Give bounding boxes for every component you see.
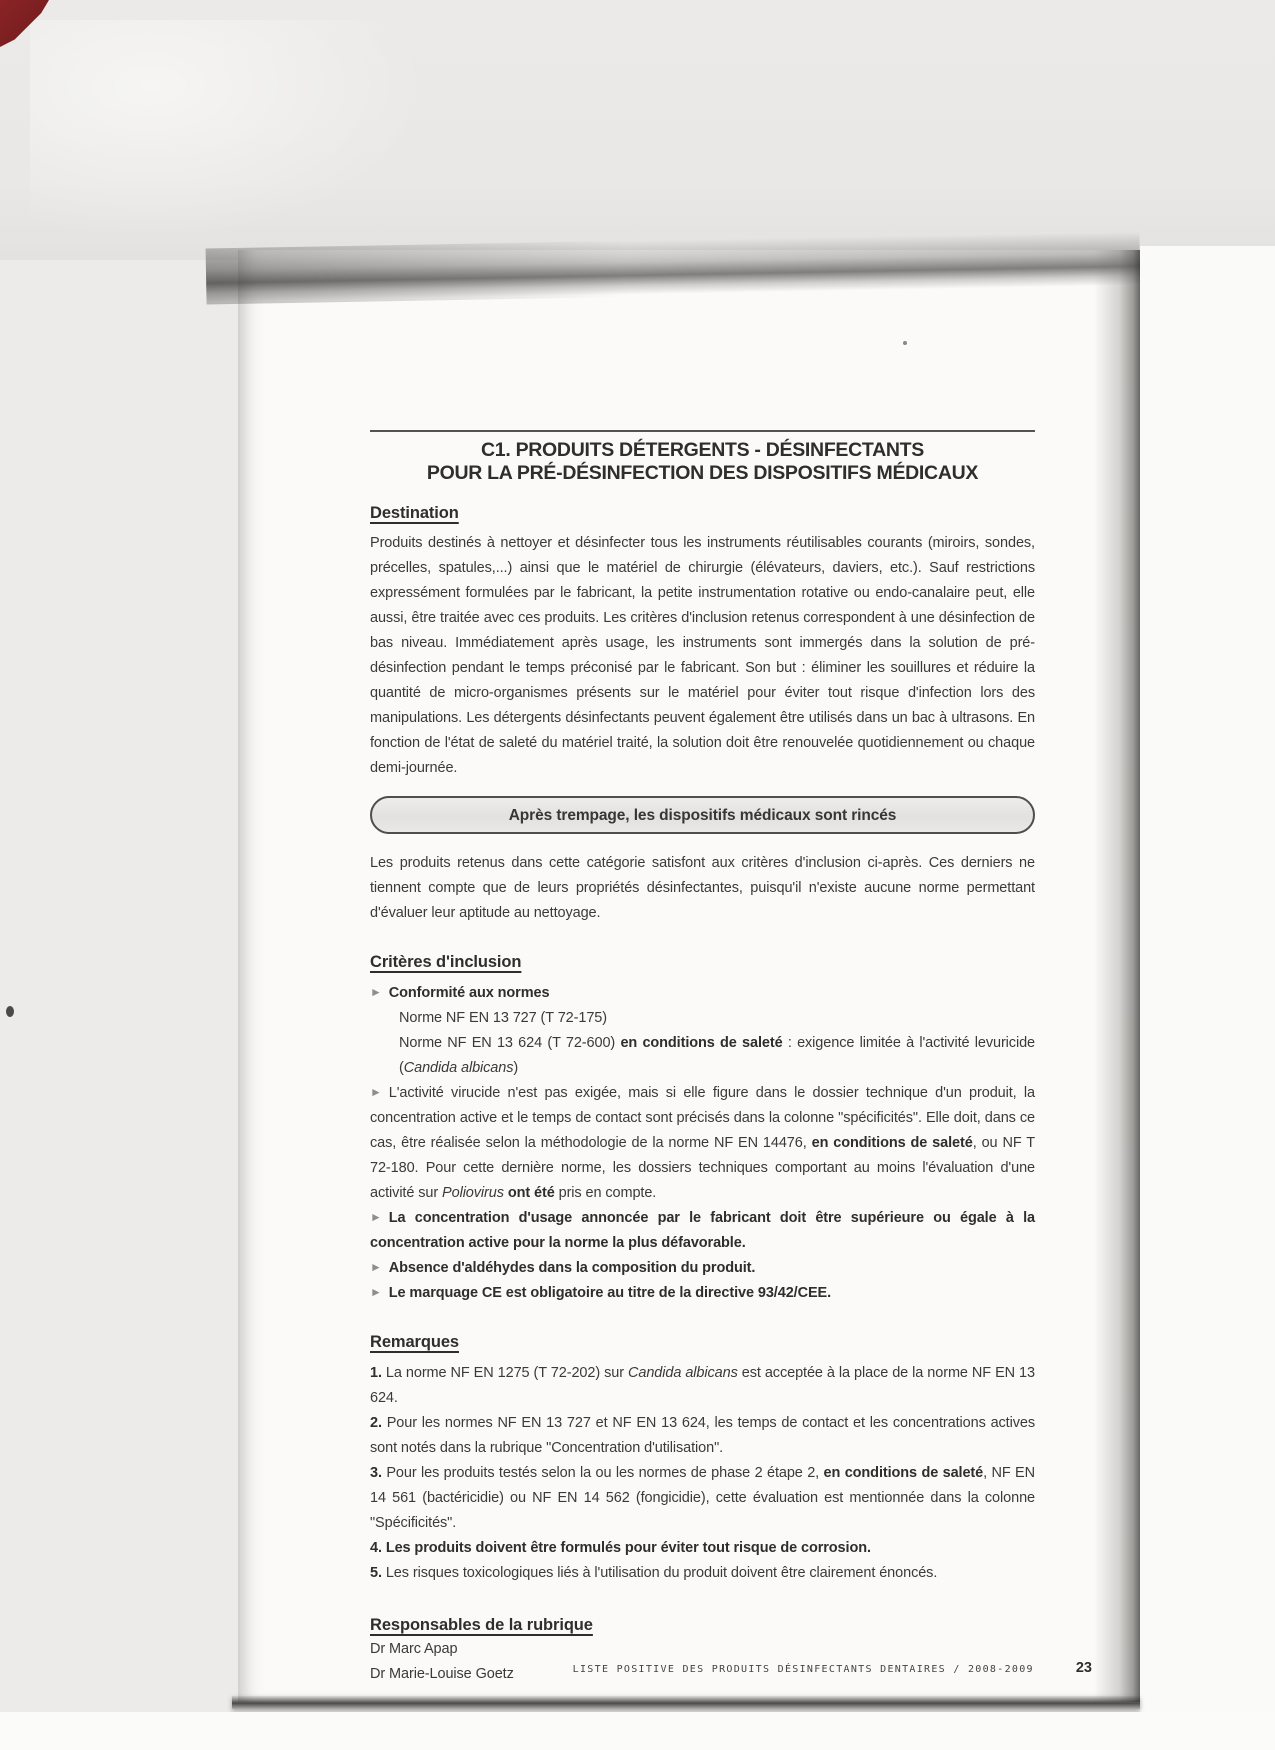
document-title-line2: POUR LA PRÉ-DÉSINFECTION DES DISPOSITIFS MÉDICAUX xyxy=(426,462,979,484)
criteria-item-text: L'activité virucide n'est pas exigée, mais si elle figure dans le dossier technique d'un produit, la concentration active et le temps de contact sont précisés dans la colonne "spécificités". Elle doit, dans ce cas, être réalisée selon la méthodologie de la norme NF EN 14476, en conditions de saleté, ou NF T 72-180. Pour cette dernière norme, les dossiers techniques comportant au moins l'évaluation d'une activité sur Poliovirus ont été pris en compte. xyxy=(370,1085,1036,1201)
criteria-item-text: Norme NF EN 13 727 (T 72-175) xyxy=(399,1010,607,1026)
criteria-item-text: Absence d'aldéhydes dans la composition du produit. xyxy=(388,1260,756,1276)
scan-speck xyxy=(6,1006,14,1017)
document-title xyxy=(370,439,1035,485)
remark-item: 3. Pour les produits testés selon la ou les normes de phase 2 étape 2, en conditions de saleté, NF EN 14 561 (bactéricidie) ou NF EN 14 562 (fongicidie), cette évaluation est mentionnée dans la colonne "Spécificités". xyxy=(370,1465,1035,1531)
page-content xyxy=(370,430,1035,1687)
remark-item: 1. La norme NF EN 1275 (T 72-202) sur Candida albicans est acceptée à la place de la norme NF EN 13 624. xyxy=(370,1365,1035,1406)
document-title-line1: C1. PRODUITS DÉTERGENTS - DÉSINFECTANTS xyxy=(481,439,924,461)
criteria-item xyxy=(370,1256,1035,1281)
criteria-heading: Critères d'inclusion xyxy=(370,953,522,971)
destination-paragraph: Produits destinés à nettoyer et désinfecter tous les instruments réutilisables courants (miroirs, sondes, précelles, spatules,...) ainsi que le matériel de chirurgie (élévateurs, daviers, etc.). Sauf restrictions expressément formulées par le fabricant, la petite instrumentation rotative ou endo-canalaire peut, elle aussi, être traitée avec ces produits. Les critères d'inclusion retenus correspondent à une désinfection de bas niveau. Immédiatement après usage, les instruments sont immergés dans la solution de pré-désinfection pendant le temps préconisé par le fabricant. Son but : éliminer les souillures et réduire la quantité de micro-organismes présents sur le matériel pour éviter tout risque d'infection lors des manipulations. Les détergents désinfectants peuvent également être utilisés dans un bac à ultrasons. En fonction de l'état de saleté du matériel traité, la solution doit être renouvelée quotidiennement ou chaque demi-journée. xyxy=(370,535,1035,776)
remarks-heading: Remarques xyxy=(370,1333,459,1351)
scan-speck xyxy=(903,341,907,345)
responsable-name: Dr Marc Apap xyxy=(370,1641,458,1657)
footer-title: LISTE POSITIVE DES PRODUITS DÉSINFECTANTS DENTAIRES / 2008-2009 xyxy=(572,1664,1034,1675)
page-right-edge-shadow xyxy=(1094,250,1140,1702)
remarks-list xyxy=(370,1361,1035,1586)
destination-heading: Destination xyxy=(370,504,459,522)
remark-item: 2. Pour les normes NF EN 13 727 et NF EN 13 624, les temps de contact et les concentrations actives sont notés dans la rubrique "Concentration d'utilisation". xyxy=(370,1415,1035,1456)
scan-right-margin xyxy=(1140,246,1275,1750)
scan-background xyxy=(0,0,1275,260)
footer-page-number: 23 xyxy=(1075,1660,1092,1676)
rinse-banner-label: Après trempage, les dispositifs médicaux sont rincés xyxy=(508,806,897,824)
criteria-norm-line xyxy=(370,1006,1035,1031)
triangle-bullet-icon: ► xyxy=(370,1085,382,1099)
responsable-name: Dr Marie-Louise Goetz xyxy=(370,1666,514,1682)
rinse-banner xyxy=(370,796,1035,834)
criteria-item xyxy=(370,1206,1035,1256)
criteria-norm-line xyxy=(370,1031,1035,1081)
scan-bottom-margin xyxy=(0,1712,1275,1750)
page-footer xyxy=(370,1660,1092,1676)
criteria-item-text: La concentration d'usage annoncée par le fabricant doit être supérieure ou égale à la concentration active pour la norme la plus défavorable. xyxy=(370,1210,1035,1251)
triangle-bullet-icon: ► xyxy=(370,985,382,999)
criteria-list xyxy=(370,981,1035,1306)
criteria-item xyxy=(370,1281,1035,1306)
intro-paragraph: Les produits retenus dans cette catégorie satisfont aux critères d'inclusion ci-après. Ces derniers ne tiennent compte que de leurs propriétés désinfectantes, puisqu'il n'existe aucune norme permettant d'évaluer leur aptitude au nettoyage. xyxy=(370,855,1035,921)
criteria-item-text: Norme NF EN 13 624 (T 72-600) en conditions de saleté : exigence limitée à l'activité levuricide (Candida albicans) xyxy=(399,1035,1035,1076)
triangle-bullet-icon: ► xyxy=(370,1260,382,1274)
criteria-item xyxy=(370,981,1035,1006)
remark-item: 5. Les risques toxicologiques liés à l'utilisation du produit doivent être clairement énoncés. xyxy=(370,1565,938,1581)
criteria-item xyxy=(370,1081,1035,1206)
criteria-item-text: Conformité aux normes xyxy=(388,985,550,1001)
triangle-bullet-icon: ► xyxy=(370,1210,382,1224)
responsables-heading: Responsables de la rubrique xyxy=(370,1616,593,1634)
title-rule xyxy=(370,430,1035,432)
criteria-item-text: Le marquage CE est obligatoire au titre de la directive 93/42/CEE. xyxy=(388,1285,832,1301)
remark-item: 4. Les produits doivent être formulés pour éviter tout risque de corrosion. xyxy=(370,1540,871,1556)
page-bottom-edge xyxy=(232,1696,1140,1709)
triangle-bullet-icon: ► xyxy=(370,1285,382,1299)
